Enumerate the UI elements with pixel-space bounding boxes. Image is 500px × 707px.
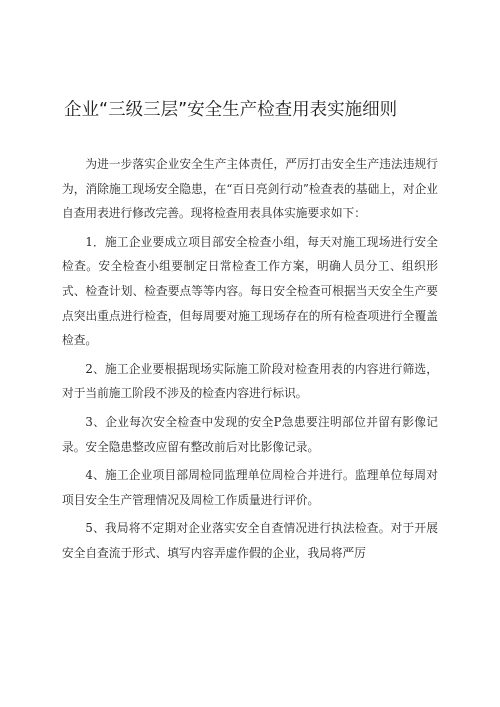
document-body xyxy=(62,152,438,566)
paragraph-item-4: 4、施工企业项目部周检同监理单位周检合并进行。监理单位每周对项目安全生产管理情况及周检工作质量进行评价。 xyxy=(62,468,438,507)
paragraph-item-3: 3、企业每次安全检查中发现的安全P急患要注明部位并留有影像记录。安全隐患整改应留有整改前后对比影像记录。 xyxy=(62,414,438,454)
paragraph-item-5: 5、我局将不定期对企业落实安全自查情况进行执法检查。对于开展安全自查流于形式、填写内容弄虚作假的企业，我局将严厉 xyxy=(62,521,438,560)
paragraph-item-2: 2、施工企业要根据现场实际施工阶段对检查用表的内容进行筛选，对于当前施工阶段不涉及的检查内容进行标识。 xyxy=(62,361,438,401)
paragraph-item-1: 1．施工企业要成立项目部安全检查小组，每天对施工现场进行安全检查。安全检查小组要制定日常检查工作方案，明确人员分工、组织形式、检查计划、检查要点等等内容。每日安全检查可根据当天安全生产要点突出重点进行检查，但每周要对施工现场存在的所有检查项进行全覆盖检查。 xyxy=(62,234,438,348)
paragraph-intro: 为进一步落实企业安全生产主体责任，严厉打击安全生产违法违规行为，消除施工现场安全隐患，在“百日亮剑行动”检查表的基础上，对企业自查用表进行修改完善。现将检查用表具体实施要求如下： xyxy=(62,157,438,221)
document-title: 企业“三级三层”安全生产检查用表实施细则 xyxy=(64,100,398,120)
